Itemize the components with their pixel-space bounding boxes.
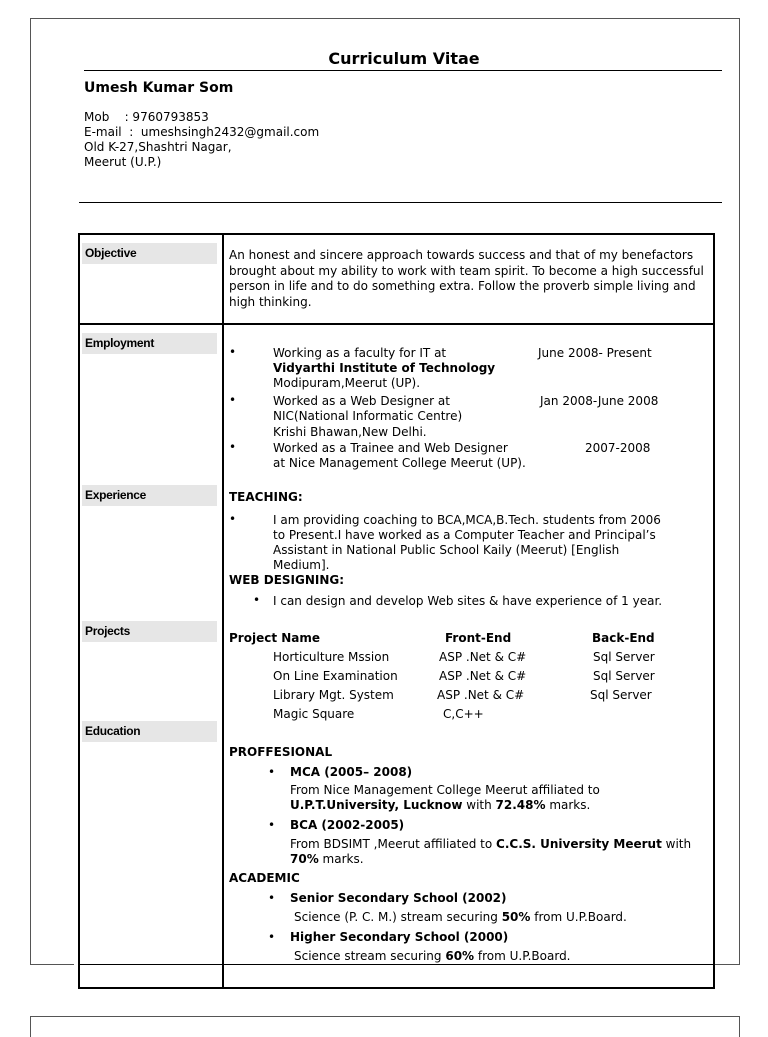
- mca-result: [290, 798, 590, 813]
- project-front: C,C++: [443, 707, 484, 721]
- page-edge: [712, 964, 739, 965]
- bullet: •: [229, 440, 237, 454]
- project-name: Magic Square: [273, 707, 355, 721]
- web-designing-text: I can design and develop Web sites & have experience of 1 year.: [273, 594, 663, 608]
- contact-email: E-mail : umeshsingh2432@gmail.com: [84, 125, 320, 139]
- project-back: Sql Server: [593, 669, 655, 683]
- bullet: •: [268, 891, 276, 905]
- title-rule: [84, 70, 722, 71]
- project-front: ASP .Net & C#: [437, 688, 525, 702]
- employment-period: June 2008- Present: [538, 346, 652, 360]
- bullet: •: [229, 393, 237, 407]
- employment-org: NIC(National Informatic Centre): [273, 409, 463, 423]
- mca-with: with: [462, 798, 496, 812]
- hss-board: from U.P.Board.: [474, 949, 571, 963]
- academic-heading: ACADEMIC: [229, 871, 300, 885]
- employment-location: Krishi Bhawan,New Delhi.: [273, 425, 427, 439]
- bca-percentage: 70%: [290, 852, 319, 866]
- document-title: Curriculum Vitae: [328, 49, 480, 68]
- table-row-divider: [78, 964, 713, 965]
- bca-with: with: [661, 837, 692, 851]
- label-experience: Experience: [82, 485, 217, 506]
- mca-marks: marks.: [545, 798, 591, 812]
- project-back: Sql Server: [593, 650, 655, 664]
- project-name: On Line Examination: [273, 669, 398, 683]
- section-rule: [79, 202, 722, 203]
- teaching-heading: TEACHING:: [229, 490, 303, 504]
- label-projects: Projects: [82, 621, 217, 642]
- hss-detail: [294, 949, 571, 964]
- mca-percentage: 72.48%: [495, 798, 546, 812]
- sss-board: from U.P.Board.: [530, 910, 627, 924]
- page-edge: [30, 964, 74, 965]
- contact-mobile: Mob : 9760793853: [84, 110, 209, 124]
- bca-detail-text: From BDSIMT ,Meerut affiliated to: [290, 837, 497, 851]
- sss-detail-text: Science (P. C. M.) stream securing: [294, 910, 502, 924]
- hss-title: Higher Secondary School (2000): [290, 930, 509, 944]
- sss-title: Senior Secondary School (2002): [290, 891, 507, 905]
- candidate-name: Umesh Kumar Som: [84, 80, 234, 96]
- employment-period: 2007-2008: [585, 441, 651, 455]
- bullet: •: [268, 930, 276, 944]
- project-back: Sql Server: [590, 688, 652, 702]
- bca-detail: [290, 837, 691, 852]
- project-front: ASP .Net & C#: [439, 669, 527, 683]
- mca-title: MCA (2005– 2008): [290, 765, 413, 779]
- table-column-divider: [222, 233, 224, 987]
- bullet: •: [268, 765, 276, 779]
- mca-university: U.P.T.University, Lucknow: [290, 798, 463, 812]
- projects-header-name: Project Name: [229, 631, 321, 645]
- teaching-text: I am providing coaching to BCA,MCA,B.Tech. students from 2006 to Present.I have worked as a Computer Teacher and Principal’s Assistant in National Public School Kaily (Meerut) [English Medium].: [273, 513, 661, 572]
- table-row-divider: [78, 323, 713, 325]
- contact-address-line: Meerut (U.P.): [84, 155, 162, 169]
- projects-header-front: Front-End: [445, 631, 512, 645]
- objective-text: An honest and sincere approach towards success and that of my benefactors brought about my ability to work with team spirit. To become a high successful person in life and to do something extra. Follow the proverb simple living and high thinking.: [229, 248, 704, 309]
- employment-role: Worked as a Trainee and Web Designer: [273, 441, 508, 455]
- bullet: •: [253, 593, 261, 607]
- bullet: •: [268, 818, 276, 832]
- contact-block: [84, 110, 319, 170]
- bca-result: [290, 852, 364, 867]
- employment-org: Vidyarthi Institute of Technology: [273, 361, 496, 375]
- employment-role: Worked as a Web Designer at: [273, 394, 450, 408]
- sss-percentage: 50%: [501, 910, 531, 924]
- bca-marks: marks.: [318, 852, 364, 866]
- project-front: ASP .Net & C#: [439, 650, 527, 664]
- web-designing-heading: WEB DESIGNING:: [229, 573, 345, 587]
- mca-detail: From Nice Management College Meerut affiliated to: [290, 783, 600, 797]
- professional-heading: PROFFESIONAL: [229, 745, 333, 759]
- employment-location: Modipuram,Meerut (UP).: [273, 376, 421, 390]
- next-page-edge: [30, 1016, 740, 1037]
- contact-address-line: Old K-27,Shashtri Nagar,: [84, 140, 232, 154]
- employment-period: Jan 2008-June 2008: [540, 394, 659, 408]
- employment-org: at Nice Management College Meerut (UP).: [273, 456, 526, 470]
- employment-role: Working as a faculty for IT at: [273, 346, 447, 360]
- label-employment: Employment: [82, 333, 217, 354]
- label-education: Education: [82, 721, 217, 742]
- hss-percentage: 60%: [445, 949, 475, 963]
- bca-university: C.C.S. University Meerut: [496, 837, 662, 851]
- projects-header-back: Back-End: [592, 631, 655, 645]
- bullet: •: [229, 345, 237, 359]
- bullet: •: [229, 512, 237, 526]
- hss-detail-text: Science stream securing: [294, 949, 446, 963]
- sss-detail: [294, 910, 627, 925]
- project-name: Library Mgt. System: [273, 688, 394, 702]
- label-objective: Objective: [82, 243, 217, 264]
- bca-title: BCA (2002-2005): [290, 818, 405, 832]
- project-name: Horticulture Mssion: [273, 650, 390, 664]
